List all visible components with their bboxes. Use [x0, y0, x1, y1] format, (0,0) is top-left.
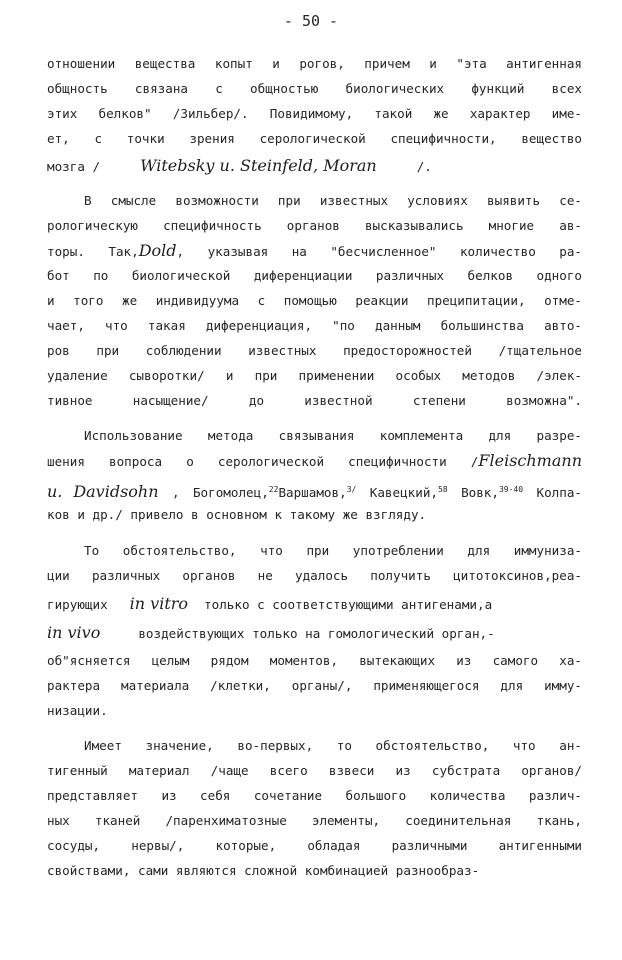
typed-text: ков и др./ привело в основном к такому же взгляду.: [47, 507, 427, 522]
text-line: [47, 507, 582, 523]
text-line: [47, 193, 582, 209]
text-line: [47, 763, 582, 779]
text-line: [47, 131, 582, 147]
text-line: [47, 293, 582, 309]
typed-text: сосуды, нервы/, которые, обладая различными антигенными: [47, 838, 582, 853]
typed-text: Колпа-: [523, 485, 582, 501]
text-line: [47, 453, 582, 470]
text-line: [47, 568, 582, 584]
typed-text: торы. Так,: [47, 244, 139, 259]
typed-text: тигенный материал /чаще всего взвеси из субстрата органов/: [47, 763, 582, 778]
typed-text: , Богомолец,: [158, 485, 269, 501]
typed-text: отношении вещества копыт и рогов, причем и "эта антигенная: [47, 56, 582, 71]
page-number: - 50 -: [283, 12, 339, 30]
handwritten-insertion: Dold: [138, 241, 177, 260]
typed-text: представляет из себя сочетание большого количества различ-: [47, 788, 582, 803]
text-line: [47, 428, 582, 444]
text-line: [47, 243, 582, 260]
text-line: [47, 482, 582, 501]
typed-text: Имеет значение, во-первых, то обстоятельство, что ан-: [84, 738, 582, 753]
text-line: [47, 368, 582, 384]
typed-text: низации.: [47, 703, 108, 718]
text-line: [47, 343, 582, 359]
typed-text: ров при соблюдении известных предосторожностей /тщательное: [47, 343, 582, 358]
text-line: [47, 703, 582, 719]
text-line: [47, 158, 582, 175]
text-line: [47, 838, 582, 854]
typed-text: Вовк,: [447, 485, 499, 501]
typed-text: Использование метода связывания комплемента для разре-: [84, 428, 582, 443]
typed-text: рологическую специфичность органов высказывались многие ав-: [47, 218, 582, 233]
typed-text: только с соответствующими антигенами,а: [204, 597, 493, 612]
typed-text: То обстоятельство, что при употреблении для иммуниза-: [84, 543, 582, 558]
typed-text: ных тканей /паренхиматозные элементы, соединительная ткань,: [47, 813, 582, 828]
text-line: [47, 738, 582, 754]
typed-text: Кавецкий,: [356, 485, 438, 501]
typed-text: удаление сыворотки/ и при применении особых методов /элек-: [47, 368, 582, 383]
typed-text: В смысле возможности при известных условиях выявить се-: [84, 193, 582, 208]
text-line: [47, 56, 582, 72]
text-line: [47, 106, 582, 122]
text-line: [47, 218, 582, 234]
typed-text: тивное насыщение/ до известной степени возможна".: [47, 393, 582, 408]
typed-text: ет, с точки зрения серологической специфичности, вещество: [47, 131, 582, 146]
text-line: [47, 863, 582, 879]
text-line: [47, 543, 582, 559]
reference-superscript: 3/: [346, 485, 357, 494]
typed-text: этих белков" /Зильбер/. Повидимому, такой же характер име-: [47, 106, 582, 121]
text-line: [47, 596, 582, 613]
typed-text: бот по биологической диференциации различных белков одного: [47, 268, 582, 283]
handwritten-insertion: in vivo: [47, 623, 101, 642]
typed-text: ции различных органов не удалось получить цитотоксинов,реа-: [47, 568, 582, 583]
typed-text: чает, что такая диференциация, "по данным большинства авто-: [47, 318, 582, 333]
text-line: [47, 268, 582, 284]
typed-text: /.: [416, 159, 432, 174]
typed-text: гирующих: [47, 597, 108, 612]
text-line: [47, 81, 582, 97]
handwritten-insertion: u. Davidsohn: [47, 482, 159, 502]
typed-text: мозга /: [47, 159, 101, 174]
typed-text: свойствами, сами являются сложной комбинацией разнообраз-: [47, 863, 480, 878]
text-line: [47, 678, 582, 694]
typed-text: шения вопроса о серологической специфичности /: [47, 454, 479, 469]
handwritten-insertion: in vitro: [129, 594, 189, 613]
typed-text: рактера материала /клетки, органы/, применяющегося для имму-: [47, 678, 582, 693]
reference-superscript: 58: [438, 485, 448, 494]
typed-text: Варшамов,: [278, 485, 347, 501]
text-line: [47, 625, 582, 642]
text-line: [47, 653, 582, 669]
typed-text: об"ясняется целым рядом моментов, вытекающих из самого ха-: [47, 653, 582, 668]
reference-superscript: 39-40: [498, 485, 524, 494]
handwritten-insertion: Witebsky u. Steinfeld, Moran: [140, 156, 377, 175]
typed-text: , указывая на "бесчисленное" количество ра-: [176, 244, 583, 259]
text-line: [47, 393, 582, 409]
text-line: [47, 813, 582, 829]
reference-superscript: 22: [268, 485, 279, 494]
text-line: [47, 318, 582, 334]
typed-text: и того же индивидуума с помощью реакции преципитации, отме-: [47, 293, 582, 308]
text-line: [47, 788, 582, 804]
typed-text: воздействующих только на гомологический орган,-: [138, 626, 495, 641]
handwritten-insertion: Fleischmann: [478, 451, 582, 470]
typed-text: общность связана с общностью биологических функций всех: [47, 81, 582, 96]
